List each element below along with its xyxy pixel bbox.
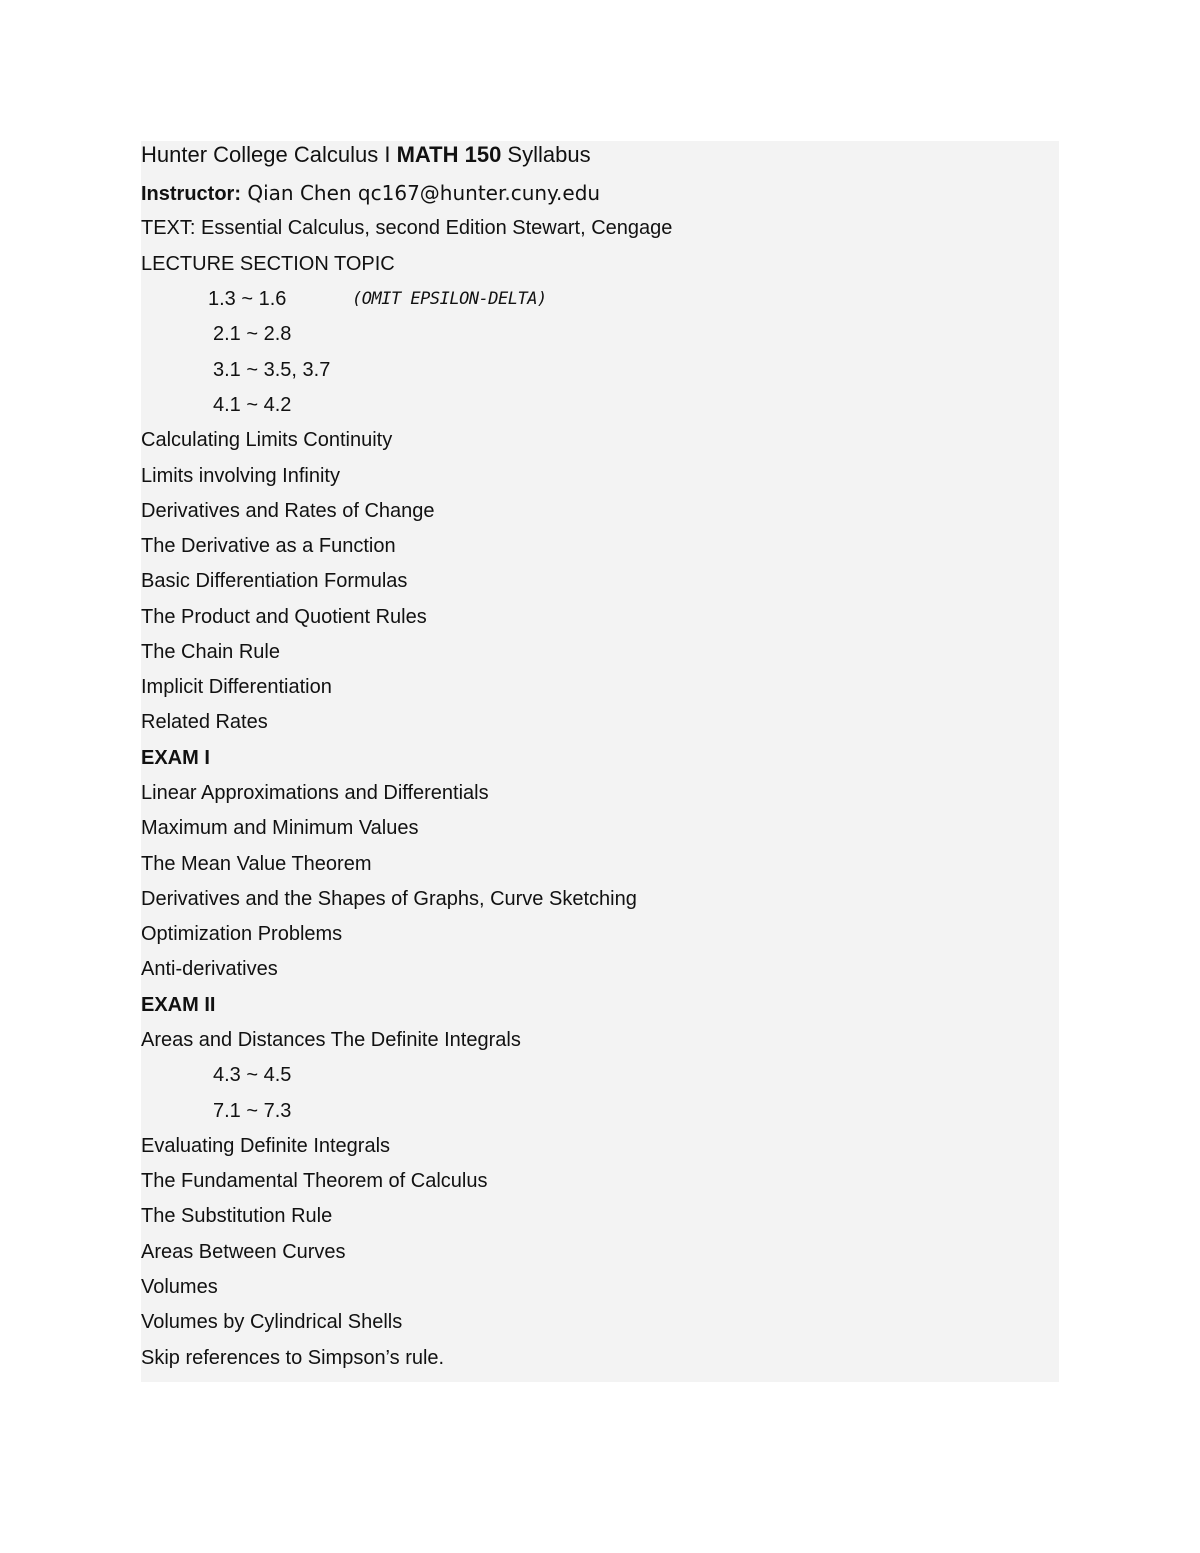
topic-item: The Substitution Rule <box>141 1205 333 1227</box>
topic-item: Derivatives and Rates of Change <box>141 500 435 522</box>
topic-item: The Derivative as a Function <box>141 535 396 557</box>
instructor-value: Qian Chen qc167@hunter.cuny.edu <box>241 181 601 205</box>
topic-item: Implicit Differentiation <box>141 676 332 698</box>
exam-heading: EXAM I <box>141 747 210 769</box>
title-course-code: MATH 150 <box>396 142 502 167</box>
exam-heading: EXAM II <box>141 994 216 1016</box>
topic-item: Basic Differentiation Formulas <box>141 570 408 592</box>
column-headers: LECTURE SECTION TOPIC <box>141 253 395 275</box>
section-range: 4.1 ~ 4.2 <box>213 394 292 416</box>
page-title <box>141 143 591 167</box>
topic-item: Calculating Limits Continuity <box>141 429 393 451</box>
instructor-line <box>141 181 600 206</box>
topic-item: Limits involving Infinity <box>141 465 340 487</box>
topic-item: The Mean Value Theorem <box>141 853 372 875</box>
topic-item: The Fundamental Theorem of Calculus <box>141 1170 488 1192</box>
title-prefix: Hunter College Calculus I <box>141 142 397 167</box>
handwritten-note: (OMIT EPSILON-DELTA) <box>352 289 547 309</box>
title-suffix: Syllabus <box>501 142 591 167</box>
section-range: 7.1 ~ 7.3 <box>213 1100 292 1122</box>
section-range: 4.3 ~ 4.5 <box>213 1064 292 1086</box>
topic-item: The Product and Quotient Rules <box>141 606 427 628</box>
instructor-label: Instructor: <box>141 183 241 205</box>
topic-item: Skip references to Simpson’s rule. <box>141 1347 445 1369</box>
topic-item: Maximum and Minimum Values <box>141 817 419 839</box>
topic-item: Derivatives and the Shapes of Graphs, Curve Sketching <box>141 888 637 910</box>
topic-item: Areas Between Curves <box>141 1241 346 1263</box>
topic-item: Optimization Problems <box>141 923 343 945</box>
topic-item: Volumes by Cylindrical Shells <box>141 1311 403 1333</box>
topic-item: Anti-derivatives <box>141 958 278 980</box>
section-range: 2.1 ~ 2.8 <box>213 323 292 345</box>
textbook-line: TEXT: Essential Calculus, second Edition Stewart, Cengage <box>141 217 673 239</box>
topic-item: Areas and Distances The Definite Integrals <box>141 1029 521 1051</box>
topic-item: The Chain Rule <box>141 641 280 663</box>
topic-item: Related Rates <box>141 711 268 733</box>
section-range: 3.1 ~ 3.5, 3.7 <box>213 359 331 381</box>
topic-item: Volumes <box>141 1276 218 1298</box>
topic-item: Linear Approximations and Differentials <box>141 782 489 804</box>
topic-item: Evaluating Definite Integrals <box>141 1135 391 1157</box>
section-range: 1.3 ~ 1.6 <box>208 288 287 310</box>
